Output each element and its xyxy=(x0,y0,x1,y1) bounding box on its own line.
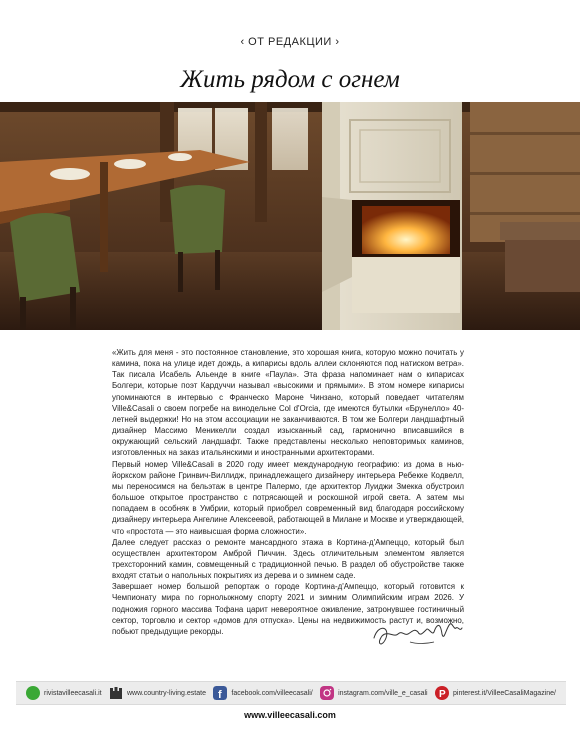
instagram-icon xyxy=(320,686,334,700)
page-title: Жить рядом с огнем xyxy=(180,66,400,93)
editorial-text xyxy=(112,347,464,637)
footer-item-country-living[interactable] xyxy=(109,686,206,700)
footer-label: instagram.com/ville_e_casali xyxy=(338,689,428,697)
website-link[interactable]: www.villeecasali.com xyxy=(244,710,336,720)
hero-photo xyxy=(0,102,580,330)
footer-label: facebook.com/villeecasali/ xyxy=(231,689,313,697)
pinterest-icon xyxy=(435,686,449,700)
section-kicker: ‹ ОТ РЕДАКЦИИ › xyxy=(240,36,340,48)
paragraph: «Жить для меня - это постоянное становление, это хорошая книга, которую можно почитать у камина, пока на улице идет дождь, а кипарисы вдоль аллеи склоняются под натиском ветра». Так писала Исабель Альенде в книге «Паула». Эта фраза напоминает нам о кипарисах Болгери, которые поэт Кардуччи называл «высокими и прямыми». В этом номере кипарисы упоминаются в интервью с Франческо Мароне Чинзано, который поведает читателям Ville&Casali о своем погребе на винодельне Col d'Orcia, где имеются бутылки «Брунелло» 40-летней выдержки! Но на этом ассоциации не заканчиваются. В том же Болгери ландшафтный дизайнер Массимо Меникелли создал изысканный сад, гармонично вписавшийся в окружающий сельский ландшафт. Также представлены несколько неповторимых каминов, изготовленных на заказ итальянскими и иностранными архитекторами. xyxy=(112,348,464,458)
footer-label: pinterest.it/VilleeCasaliMagazine/ xyxy=(453,689,556,697)
social-footer xyxy=(16,681,566,705)
footer-item-pinterest[interactable] xyxy=(435,686,556,700)
facebook-icon xyxy=(213,686,227,700)
magazine-logo-icon xyxy=(26,686,40,700)
svg-text:f: f xyxy=(218,689,223,700)
paragraph: Завершает номер большой репортаж о городе Кортина-д'Ампеццо, который готовится к Чемпионату мира по горнолыжному спорту 2021 и зимним Олимпийским играм 2026. У подножия горного массива Тофана царит невероятное оживление, затронувшее гостиничный сектор, торговлю и сектор «домов для отпуска». Цены на недвижимость растут и, возможно, побьют предыдущие рекорды. xyxy=(112,582,464,636)
svg-text:P: P xyxy=(439,689,446,700)
castle-icon xyxy=(109,686,123,700)
footer-label: www.country-living.estate xyxy=(126,689,206,697)
footer-label: rivistavilleecasali.it xyxy=(44,689,102,697)
footer-item-facebook[interactable] xyxy=(213,686,312,700)
footer-item-website[interactable] xyxy=(26,686,102,700)
editor-signature xyxy=(370,614,466,654)
footer-item-instagram[interactable] xyxy=(320,686,427,700)
paragraph: Далее следует рассказ о ремонте мансардного этажа в Кортина-д'Ампеццо, который был осуществлен архитектором Амброй Пиччин. Здесь отличительным элементом является трехсторонний камин, совмещенный с традиционной печью. В раздел об обустройстве также входят статьи о напольных покрытиях из дерева и о зимнем саде. xyxy=(112,537,464,581)
paragraph: Первый номер Ville&Casali в 2020 году имеет международную географию: из дома в нью-йоркском районе Гринвич-Виллидж, принадлежащего дизайнеру интерьера Ребекке Кодвелл, мы переносимся на бельэтаж в центре Палермо, где архитектор Луиджи Змекка обустроил большое открытое пространство с потрясающей и роскошной игрой света. А затем мы попадаем в особняк в Умбрии, который приобрел современный вид благодаря российскому дизайнеру интерьера Ангелине Алексеевой, работающей в Милане и Москве и утверждающей, что «простота — это наивысшая форма сложности». xyxy=(112,459,464,536)
